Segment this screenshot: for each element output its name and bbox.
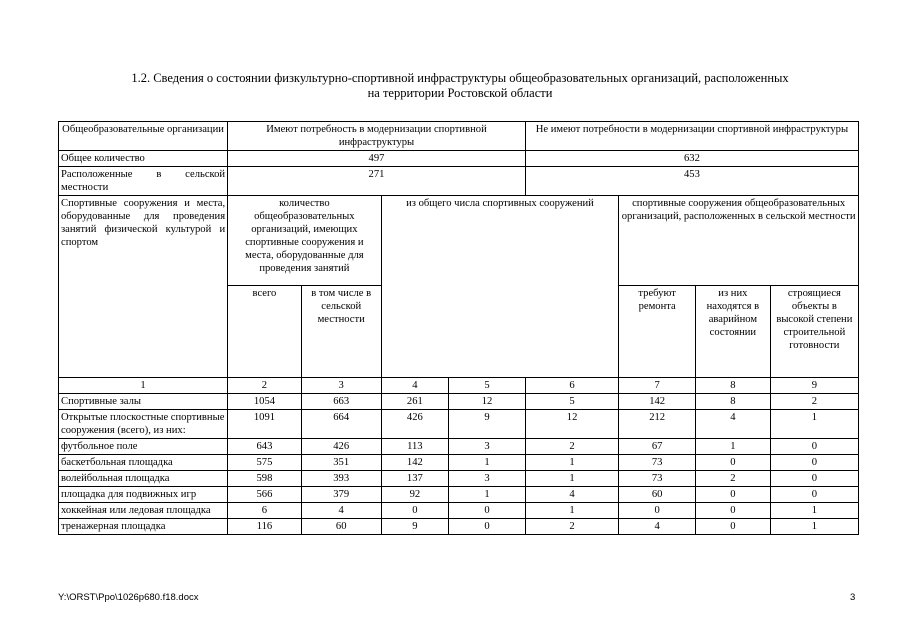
row-value: 351 <box>301 455 381 471</box>
header-org: Общеобразовательные организации <box>59 122 228 151</box>
row-value: 67 <box>619 439 696 455</box>
row-value: 4 <box>301 503 381 519</box>
row-value: 426 <box>381 410 448 439</box>
table-row <box>59 439 859 455</box>
row-value: 0 <box>770 487 858 503</box>
row-value: 0 <box>696 487 771 503</box>
row-value: 73 <box>619 471 696 487</box>
rural-need: 271 <box>228 167 526 196</box>
infrastructure-table <box>58 121 859 535</box>
column-number: 7 <box>619 378 696 394</box>
table-row <box>59 394 859 410</box>
row-value: 9 <box>381 519 448 535</box>
row-value: 2 <box>525 439 618 455</box>
column-number-row <box>59 378 859 394</box>
row-label: футбольное поле <box>59 439 228 455</box>
row-value: 92 <box>381 487 448 503</box>
col-total-header: всего <box>228 286 302 378</box>
col-rural-construction-header: строящиеся объекты в высокой степени строительной готовности <box>770 286 858 378</box>
row-value: 1 <box>770 503 858 519</box>
column-number: 8 <box>696 378 771 394</box>
row-value: 575 <box>228 455 302 471</box>
row-value: 73 <box>619 455 696 471</box>
column-number: 9 <box>770 378 858 394</box>
row-label: волейбольная площадка <box>59 471 228 487</box>
row-value: 1 <box>525 503 618 519</box>
row-label: Открытые плоскостные спортивные сооружения (всего), из них: <box>59 410 228 439</box>
row-value: 113 <box>381 439 448 455</box>
column-number: 3 <box>301 378 381 394</box>
facilities-header: Спортивные сооружения и места, оборудованные для проведения занятий физической культурой и спортом <box>59 196 228 378</box>
row-value: 0 <box>770 439 858 455</box>
rural-group-header: спортивные сооружения общеобразовательных организаций, расположенных в сельской местности <box>619 196 859 286</box>
row-value: 0 <box>696 519 771 535</box>
rural-no-need: 453 <box>525 167 858 196</box>
row-label: тренажерная площадка <box>59 519 228 535</box>
column-number: 2 <box>228 378 302 394</box>
rural-row <box>59 167 859 196</box>
row-label: баскетбольная площадка <box>59 455 228 471</box>
total-label: Общее количество <box>59 151 228 167</box>
count-header: количество общеобразовательных организаций, имеющих спортивные сооружения и места, оборудованные для проведения занятий <box>228 196 382 286</box>
row-value: 9 <box>449 410 526 439</box>
footer-file-path: Y:\ORST\Ppo\1026p680.f18.docx <box>58 592 199 603</box>
subheader-row <box>59 196 859 286</box>
row-value: 60 <box>301 519 381 535</box>
row-value: 0 <box>696 455 771 471</box>
row-value: 212 <box>619 410 696 439</box>
of-total-header: из общего числа спортивных сооружений <box>381 196 619 378</box>
row-value: 566 <box>228 487 302 503</box>
header-row <box>59 122 859 151</box>
title-line-2: на территории Ростовской области <box>367 86 553 100</box>
row-value: 1 <box>770 410 858 439</box>
row-value: 2 <box>696 471 771 487</box>
row-value: 0 <box>770 471 858 487</box>
row-value: 6 <box>228 503 302 519</box>
row-value: 142 <box>381 455 448 471</box>
footer-page-number: 3 <box>850 592 856 603</box>
row-value: 0 <box>619 503 696 519</box>
row-value: 1054 <box>228 394 302 410</box>
total-row <box>59 151 859 167</box>
row-value: 643 <box>228 439 302 455</box>
col-rural-repair-header: требуют ремонта <box>619 286 696 378</box>
column-number: 1 <box>59 378 228 394</box>
row-value: 8 <box>696 394 771 410</box>
row-value: 261 <box>381 394 448 410</box>
column-number: 6 <box>525 378 618 394</box>
table-row <box>59 455 859 471</box>
row-value: 598 <box>228 471 302 487</box>
row-value: 0 <box>449 503 526 519</box>
row-value: 1 <box>696 439 771 455</box>
row-value: 3 <box>449 471 526 487</box>
row-value: 1 <box>525 455 618 471</box>
row-value: 1091 <box>228 410 302 439</box>
row-label: площадка для подвижных игр <box>59 487 228 503</box>
row-value: 1 <box>770 519 858 535</box>
row-value: 12 <box>449 394 526 410</box>
row-value: 60 <box>619 487 696 503</box>
row-value: 116 <box>228 519 302 535</box>
table-row <box>59 487 859 503</box>
row-value: 426 <box>301 439 381 455</box>
total-no-need: 632 <box>525 151 858 167</box>
row-value: 379 <box>301 487 381 503</box>
row-value: 4 <box>619 519 696 535</box>
row-value: 5 <box>525 394 618 410</box>
row-label: Спортивные залы <box>59 394 228 410</box>
col-rural-emergency-header: из них находятся в аварийном состоянии <box>696 286 771 378</box>
rural-label: Расположенные в сельской местности <box>59 167 228 196</box>
row-value: 1 <box>525 471 618 487</box>
row-value: 663 <box>301 394 381 410</box>
row-value: 0 <box>696 503 771 519</box>
row-value: 12 <box>525 410 618 439</box>
page-title <box>40 71 880 101</box>
row-value: 2 <box>525 519 618 535</box>
header-no-need: Не имеют потребности в модернизации спортивной инфраструктуры <box>525 122 858 151</box>
row-value: 142 <box>619 394 696 410</box>
row-value: 4 <box>525 487 618 503</box>
row-value: 1 <box>449 487 526 503</box>
total-need: 497 <box>228 151 526 167</box>
header-need: Имеют потребность в модернизации спортивной инфраструктуры <box>228 122 526 151</box>
col-in-rural-header: в том числе в сельской местности <box>301 286 381 378</box>
table-row <box>59 410 859 439</box>
row-value: 4 <box>696 410 771 439</box>
column-number: 5 <box>449 378 526 394</box>
column-number: 4 <box>381 378 448 394</box>
row-value: 3 <box>449 439 526 455</box>
row-label: хоккейная или ледовая площадка <box>59 503 228 519</box>
row-value: 0 <box>449 519 526 535</box>
row-value: 0 <box>381 503 448 519</box>
table-row <box>59 503 859 519</box>
row-value: 2 <box>770 394 858 410</box>
row-value: 393 <box>301 471 381 487</box>
title-line-1: 1.2. Сведения о состоянии физкультурно-спортивной инфраструктуры общеобразовательных организаций, расположенных <box>131 71 789 85</box>
table-row <box>59 471 859 487</box>
row-value: 1 <box>449 455 526 471</box>
row-value: 664 <box>301 410 381 439</box>
row-value: 0 <box>770 455 858 471</box>
table-row <box>59 519 859 535</box>
row-value: 137 <box>381 471 448 487</box>
